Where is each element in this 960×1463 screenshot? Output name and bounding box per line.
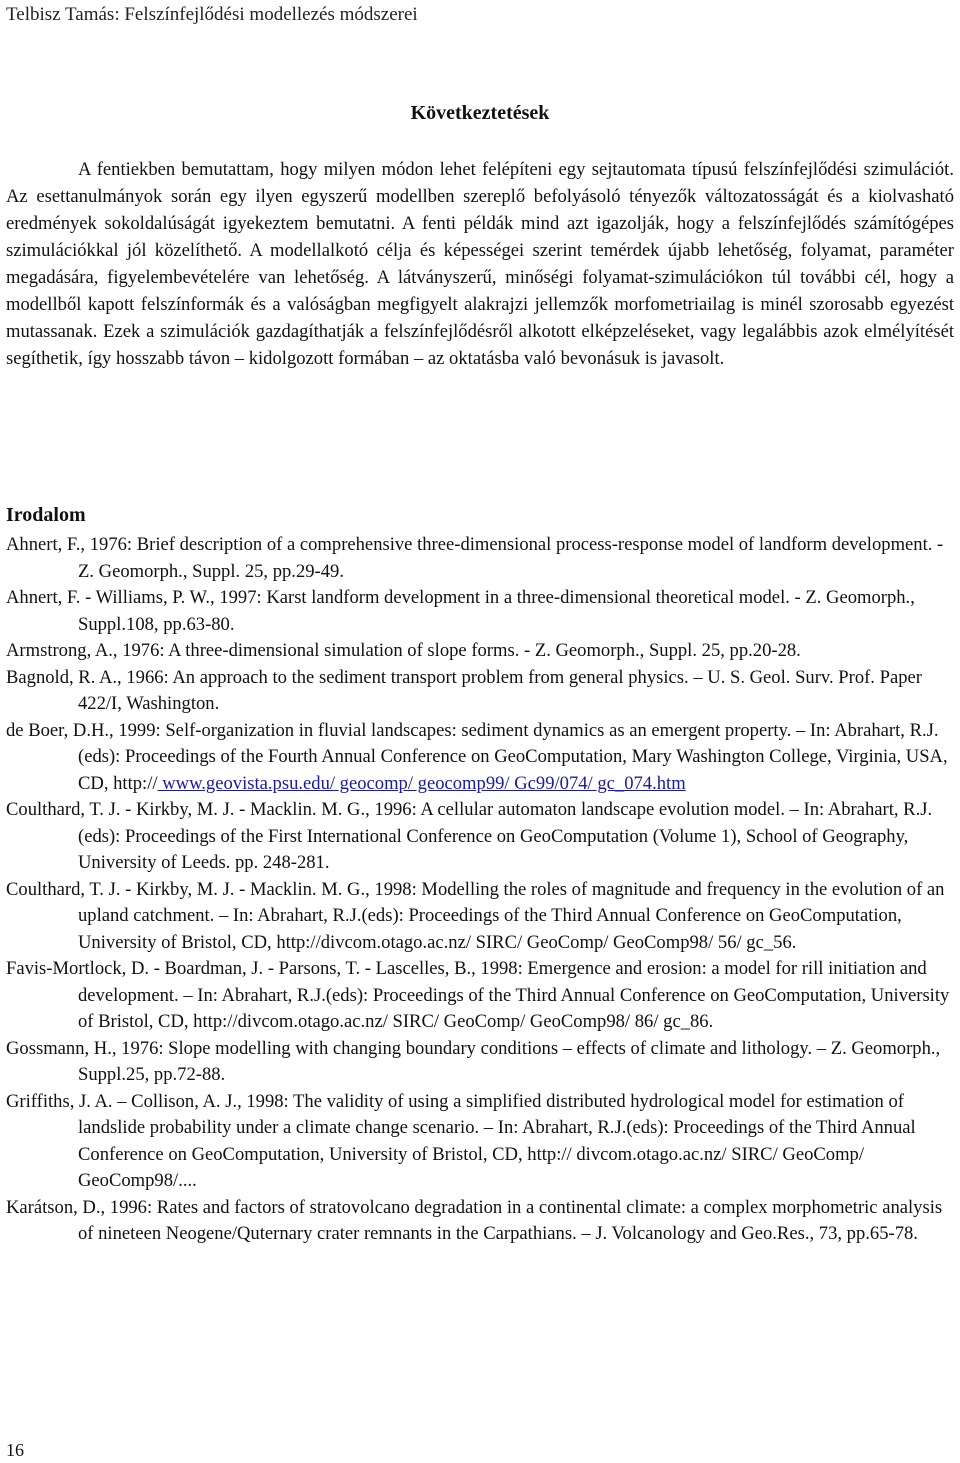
reference-item (6, 956, 956, 1036)
reference-text: Bagnold, R. A., 1966: An approach to the sediment transport problem from general physics. – U. S. Geol. Surv. Prof. Paper 422/I, Washington. (6, 666, 922, 714)
reference-list (6, 532, 956, 1248)
reference-item (6, 1089, 956, 1195)
reference-item (6, 532, 956, 585)
reference-text: Griffiths, J. A. – Collison, A. J., 1998: The validity of using a simplified distributed hydrological model for estimation of landslide probability under a climate change scenario. – In: Abrahart, R.J.(eds): Proceedings of the Third Annual Conference on GeoComputation, University of Bristol, CD, http:// divcom.otago.ac.nz/ SIRC/ GeoComp/ GeoComp98/.... (6, 1090, 916, 1191)
reference-text: Gossmann, H., 1976: Slope modelling with changing boundary conditions – effects of climate and lithology. – Z. Geomorph., Suppl.25, pp.72-88. (6, 1037, 941, 1085)
references-heading: Irodalom (6, 504, 86, 526)
reference-item (6, 638, 956, 665)
reference-text: Coulthard, T. J. - Kirkby, M. J. - Macklin. M. G., 1998: Modelling the roles of magnitude and frequency in the evolution of an upland catchment. – In: Abrahart, R.J.(eds): Proceedings of the Third Annual Conference on GeoComputation, University of Bristol, CD, http://divcom.otago.ac.nz/ SIRC/ GeoComp/ GeoComp98/ 56/ gc_56. (6, 878, 945, 953)
reference-item (6, 1195, 956, 1248)
page-number: 16 (6, 1440, 24, 1460)
reference-text: Coulthard, T. J. - Kirkby, M. J. - Macklin. M. G., 1996: A cellular automaton landscape evolution model. – In: Abrahart, R.J.(eds): Proceedings of the First International Conference on GeoComputation (Volume 1), School of Geography, University of Leeds. pp. 248-281. (6, 799, 933, 873)
running-header: Telbisz Tamás: Felszínfejlődési modellezés módszerei (6, 4, 418, 25)
reference-link[interactable]: www.geovista.psu.edu/ geocomp/ geocomp99/ Gc99/074/ gc_074.htm (157, 772, 686, 794)
section-title: Következtetések (410, 102, 550, 124)
reference-item (6, 797, 956, 877)
reference-text: Armstrong, A., 1976: A three-dimensional simulation of slope forms. - Z. Geomorph., Suppl. 25, pp.20-28. (6, 640, 801, 661)
reference-text: Ahnert, F. - Williams, P. W., 1997: Karst landform development in a three-dimensional theoretical model. - Z. Geomorph., Suppl.108, pp.63-80. (6, 587, 915, 635)
reference-item (6, 877, 956, 957)
reference-text: Ahnert, F., 1976: Brief description of a comprehensive three-dimensional process-response model of landform development. - Z. Geomorph., Suppl. 25, pp.29-49. (6, 534, 944, 582)
reference-text: de Boer, D.H., 1999: Self-organization in fluvial landscapes: sediment dynamics as an emergent property. – In: Abrahart, R.J.(eds): Proceedings of the Fourth Annual Conference on GeoComputation, Mary Washington College, Virginia, USA, CD, http:// (6, 719, 948, 794)
reference-text: Favis-Mortlock, D. - Boardman, J. - Parsons, T. - Lascelles, B., 1998: Emergence and erosion: a model for rill initiation and development. – In: Abrahart, R.J.(eds): Proceedings of the Third Annual Conference on GeoComputation, University of Bristol, CD, http://divcom.otago.ac.nz/ SIRC/ GeoComp/ GeoComp98/ 86/ gc_86. (6, 958, 950, 1032)
reference-item (6, 1036, 956, 1089)
reference-item (6, 718, 956, 798)
reference-text: Karátson, D., 1996: Rates and factors of stratovolcano degradation in a continental climate: a complex morphometric analysis of nineteen Neogene/Quternary crater remnants in the Carpathians. – J. Volcanology and Geo.Res., 73, pp.65-78. (6, 1196, 943, 1244)
reference-item (6, 665, 956, 718)
reference-item (6, 585, 956, 638)
conclusion-paragraph: A fentiekben bemutattam, hogy milyen módon lehet felépíteni egy sejtautomata típusú felszínfejlődési szimulációt. Az esettanulmányok során egy ilyen egyszerű modellben szereplő befolyásoló tényezők változatosságát és a kiolvasható eredmények sokoldalúságát igyekeztem bemutatni. A fenti példák mind azt igazolják, hogy a felszínfejlődés számítógépes szimulációkkal jól közelíthető. A modellalkotó célja és képességei szerint temérdek újabb lehetőség, folyamat, paraméter megadására, figyelembevételére van lehetőség. A látványszerű, minőségi folyamat-szimulációkon túl további cél, hogy a modellből kapott felszínformák és a valóságban megfigyelt alakrajzi jellemzők morfometriailag is minél szorosabb egyezést mutassanak. Ezek a szimulációk gazdagíthatják a felszínfejlődésről alkotott elképzeléseket, vagy legalábbis azok elmélyítését segíthetik, így hosszabb távon – kidolgozott formában – az oktatásba való bevonásuk is javasolt. (6, 159, 954, 369)
